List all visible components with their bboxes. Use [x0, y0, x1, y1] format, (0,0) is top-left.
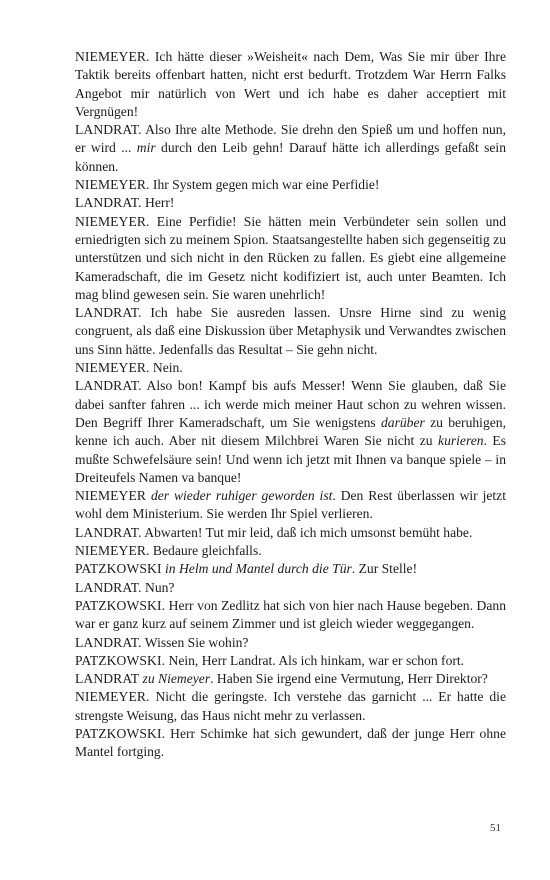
- speaker-name: LANDRAT.: [75, 378, 142, 394]
- speaker-name: NIEMEYER.: [75, 360, 150, 376]
- page-number: 51: [490, 822, 501, 834]
- dialogue-paragraph: [75, 597, 506, 634]
- spoken-text: . Den Rest überlassen wir jetzt wohl dem Ministerium. Sie werden Ihr Spiel verlieren.: [75, 488, 506, 522]
- dialogue-paragraph: [75, 725, 506, 762]
- dialogue-paragraph: [75, 670, 506, 688]
- spoken-text: Nicht die geringste. Ich verstehe das garnicht ... Er hatte die strengste Weisung, das Haus nicht mehr zu verlassen.: [75, 689, 506, 723]
- speaker-name: NIEMEYER.: [75, 689, 150, 705]
- spoken-text: Nein, Herr Landrat. Als ich hinkam, war er schon fort.: [165, 652, 465, 668]
- spoken-text: Also bon! Kampf bis aufs Messer! Wenn Sie glauben, daß Sie dabei sanfter fahren ... ich werde mich meiner Haut schon zu wehren wissen. Den Begriff Ihrer Kameradschaft, um Sie wenigstens: [75, 378, 506, 430]
- dialogue-paragraph: [75, 652, 506, 670]
- spoken-text: Abwarten! Tut mir leid, daß ich mich umsonst bemüht habe.: [141, 524, 473, 540]
- speaker-name: NIEMEYER.: [75, 177, 150, 193]
- speaker-name: LANDRAT.: [75, 195, 142, 211]
- dialogue-paragraph: [75, 176, 506, 194]
- stage-direction: zu Niemeyer: [142, 671, 211, 687]
- spoken-text: Nein.: [149, 360, 183, 376]
- spoken-text: Wissen Sie wohin?: [141, 634, 249, 650]
- speaker-name: LANDRAT.: [75, 579, 142, 595]
- dialogue-paragraph: [75, 560, 506, 578]
- dialogue-paragraph: [75, 359, 506, 377]
- stage-direction: in Helm und Mantel durch die Tür: [165, 561, 352, 577]
- speaker-name: LANDRAT.: [75, 122, 142, 138]
- spoken-text: durch den Leib gehn! Darauf hätte ich allerdings gefaßt sein können.: [75, 140, 506, 174]
- spoken-text: . Haben Sie irgend eine Vermutung, Herr Direktor?: [210, 671, 488, 687]
- speaker-name: NIEMEYER.: [75, 49, 150, 64]
- spoken-text: Ich hätte dieser »Weisheit« nach Dem, Was Sie mir über Ihre Taktik bereits offenbart hatten, nicht erst bedurft. Trotzdem War Herrn Falks Angebot mir natürlich von Wert und ich habe es daher acceptiert mit Vergnügen!: [75, 49, 506, 119]
- speaker-name: LANDRAT.: [75, 305, 142, 321]
- dialogue-paragraph: [75, 121, 506, 176]
- speaker-name: LANDRAT.: [75, 524, 142, 540]
- dialogue-paragraph: [75, 213, 506, 304]
- dialogue-paragraph: [75, 194, 506, 212]
- spoken-text: Herr von Zedlitz hat sich von hier nach Hause begeben. Dann war er ganz kurz auf seinem Zimmer und ist gleich wieder weggegangen.: [75, 597, 506, 632]
- stage-direction: kurieren: [438, 433, 484, 449]
- speaker-name: PATZKOWSKI.: [75, 597, 166, 613]
- speaker-name: NIEMEYER: [75, 488, 147, 504]
- spoken-text: . Zur Stelle!: [351, 561, 418, 577]
- speaker-name: PATZKOWSKI.: [75, 725, 166, 741]
- spoken-text: Herr Schimke hat sich gewundert, daß der junge Herr ohne Mantel fortging.: [75, 725, 506, 760]
- speaker-name: LANDRAT.: [75, 634, 142, 650]
- speaker-name: NIEMEYER.: [75, 213, 150, 229]
- dialogue-paragraph: [75, 688, 506, 725]
- dialogue-paragraph: [75, 48, 506, 121]
- spoken-text: Eine Perfidie! Sie hätten mein Verbündeter sein sollen und erniedrigten sich zu meinem Spion. Staatsangestellte haben sich gegenseitig zu unterstützen und sich nicht in den Rücken zu fallen. Es giebt eine allgemeine Kameradschaft, die im Gesetz nicht kodifiziert ist, auch unter Beamten. Ich mag blind gewesen sein. Sie waren unehrlich!: [75, 213, 506, 302]
- dialogue-paragraph: [75, 579, 506, 597]
- dialogue-paragraph: [75, 487, 506, 524]
- stage-direction: der wieder ruhiger geworden ist: [150, 488, 333, 504]
- spoken-text: zu beruhigen, kenne ich auch. Aber nit diesem Milchbrei Waren Sie nicht zu: [75, 414, 506, 449]
- spoken-text: Herr!: [141, 195, 175, 211]
- stage-direction: darüber: [380, 414, 425, 430]
- speaker-name: PATZKOWSKI: [75, 561, 162, 577]
- spoken-text: . Es mußte Schwefelsäure sein! Und wenn ich jetzt mit Ihnen va banque spiele – in Dreiteufels Namen va banque!: [75, 433, 507, 485]
- speaker-name: PATZKOWSKI.: [75, 652, 166, 668]
- speaker-name: LANDRAT: [75, 671, 140, 687]
- dialogue-paragraph: [75, 304, 506, 359]
- spoken-text: Ihr System gegen mich war eine Perfidie!: [149, 177, 380, 193]
- spoken-text: Ich habe Sie ausreden lassen. Unsre Hirne sind zu wenig congruent, als daß eine Diskussion über Metaphysik und Verwandtes zwischen uns Sinn hätte. Jedenfalls das Resultat – Sie gehn nicht.: [75, 305, 506, 357]
- dialogue-paragraph: [75, 377, 506, 487]
- spoken-text: Bedaure gleichfalls.: [149, 543, 262, 559]
- dialogue-paragraph: [75, 634, 506, 652]
- dialogue-paragraph: [75, 542, 506, 560]
- spoken-text: Also Ihre alte Methode. Sie drehn den Spieß um und hoffen nun, er wird ...: [75, 122, 506, 156]
- dialogue-text: [75, 48, 506, 762]
- dialogue-paragraph: [75, 524, 506, 542]
- spoken-text: Nun?: [141, 579, 175, 595]
- speaker-name: NIEMEYER.: [75, 543, 150, 559]
- stage-direction: mir: [136, 140, 156, 156]
